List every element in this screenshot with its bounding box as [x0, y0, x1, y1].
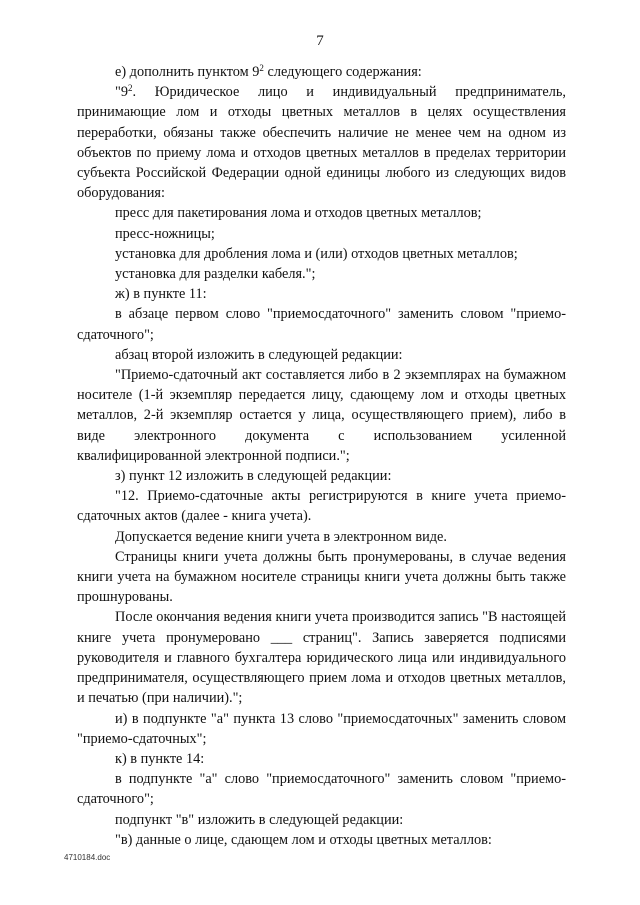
paragraph: в абзаце первом слово "приемосдаточного" заменить словом "приемо-сдаточного"; [77, 306, 566, 343]
paragraph: в подпункте "а" слово "приемосдаточного" заменить словом "приемо-сдаточного"; [77, 771, 566, 808]
list-item: установка для дробления лома и (или) отходов цветных металлов; [115, 245, 518, 262]
paragraph: Допускается ведение книги учета в электронном виде. [115, 528, 447, 545]
list-item: пресс для пакетирования лома и отходов цветных металлов; [115, 205, 482, 222]
paragraph: "$9^2$. Юридическое лицо и индивидуальный предприниматель, принимающие лом и отходы цветных металлов в целях осуществления переработки, обязаны также обеспечить наличие не менее чем на одном из объектов по приему лома и отходов цветных металлов в пределах территории субъекта Российской Федерации одной единицы любого из следующих видов оборудования: [77, 83, 566, 202]
paragraph: з) пункт 12 изложить в следующей редакции: [115, 468, 392, 485]
paragraph: "12. Приемо-сдаточные акты регистрируются в книге учета приемо-сдаточных актов (далее - книга учета). [77, 488, 566, 525]
document-body [77, 62, 566, 850]
page-number: 7 [316, 33, 324, 49]
paragraph: к) в пункте 14: [115, 750, 205, 767]
paragraph: е) дополнить пунктом $9^2$ следующего содержания: [115, 63, 422, 80]
paragraph: "Приемо-сдаточный акт составляется либо в 2 экземплярах на бумажном носителе (1-й экземпляр передается лицу, сдающему лом и отходы цветных металлов, 2-й экземпляр остается у лица, осуществляющего прием), либо в виде электронного документа с использованием усиленной квалифицированной электронной подписи."; [77, 367, 566, 464]
list-item: установка для разделки кабеля."; [115, 266, 316, 283]
paragraph: абзац второй изложить в следующей редакции: [115, 346, 403, 363]
paragraph: ж) в пункте 11: [115, 286, 207, 303]
paragraph: После окончания ведения книги учета производится запись "В настоящей книге учета пронумеровано ___ страниц". Запись заверяется подписями руководителя и главного бухгалтера юридического лица или индивидуального предпринимателя, осуществляющего прием лома и отходов цветных металлов, и печатью (при наличии)."; [77, 609, 566, 707]
file-name-footer: 4710184.doc [64, 853, 111, 862]
list-item: пресс-ножницы; [115, 225, 215, 242]
paragraph: подпункт "в" изложить в следующей редакции: [115, 811, 404, 828]
paragraph: "в) данные о лице, сдающем лом и отходы цветных металлов: [115, 831, 492, 848]
paragraph: Страницы книги учета должны быть пронумерованы, в случае ведения книги учета на бумажном носителе страницы книги учета должны быть также прошнурованы. [77, 548, 566, 606]
paragraph: и) в подпункте "а" пункта 13 слово "приемосдаточных" заменить словом "приемо-сдаточных"; [77, 710, 566, 747]
